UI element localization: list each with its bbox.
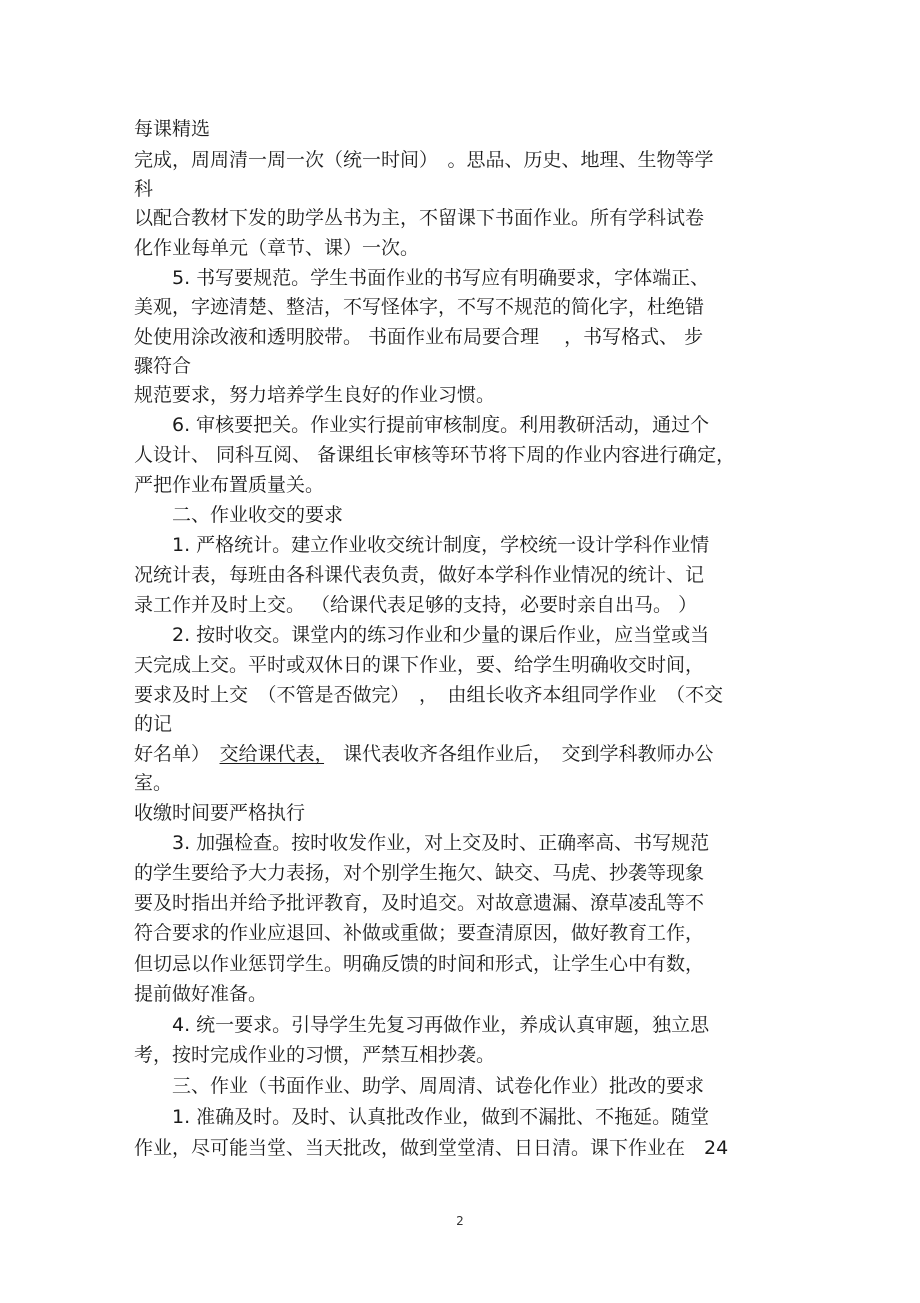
text-line: 4. 统一要求。引导学生先复习再做作业，养成认真审题，独立思 (134, 1014, 710, 1036)
text-line: 要求及时上交 （不管是否做完） ， 由组长收齐本组同学作业 （不交 (134, 684, 724, 706)
text-line: 要及时指出并给予批评教育，及时追交。对故意遗漏、潦草凌乱等不 (134, 892, 705, 914)
text-line: 但切忌以作业惩罚学生。明确反馈的时间和形式，让学生心中有数， (134, 953, 705, 975)
text-line: 科 (134, 178, 154, 200)
text-line-roster (134, 741, 714, 767)
text-line: 处使用涂改液和透明胶带。 书面作业布局要合理 ，书写格式、 步 (134, 326, 704, 348)
section-heading: 三、作业（书面作业、助学、周周清、试卷化作业）批改的要求 (134, 1075, 705, 1097)
text-line: 作业，尽可能当堂、当天批改，做到堂堂清、日日清。课下作业在 24 (134, 1137, 729, 1159)
text-line: 以配合教材下发的助学丛书为主，不留课下书面作业。所有学科试卷 (134, 207, 705, 229)
text-line: 人设计、 同科互阅、 备课组长审核等环节将下周的作业内容进行确定， (134, 444, 736, 466)
text-line: 收缴时间要严格执行 (134, 802, 306, 824)
text-line: 的记 (134, 713, 173, 735)
text-line: 况统计表，每班由各科课代表负责，做好本学科作业情况的统计、记 (134, 564, 705, 586)
underlined-text: 交给课代表， (219, 743, 325, 765)
text-line: 1. 严格统计。建立作业收交统计制度，学校统一设计学科作业情 (134, 534, 710, 556)
text-line: 2. 按时收交。课堂内的练习作业和少量的课后作业，应当堂或当 (134, 624, 710, 646)
text-line: 1. 准确及时。及时、认真批改作业，做到不漏批、不拖延。随堂 (134, 1106, 710, 1128)
text-line: 骤符合 (134, 355, 192, 377)
text-line: 完成，周周清一周一次（统一时间） 。思品、历史、地理、生物等学 (134, 149, 714, 171)
text-line: 天完成上交。平时或双休日的课下作业，要、给学生明确收交时间， (134, 654, 705, 676)
text-line: 符合要求的作业应退回、补做或重做；要查清原因，做好教育工作， (134, 922, 705, 944)
section-heading: 二、作业收交的要求 (134, 504, 344, 526)
text-line: 室。 (134, 772, 173, 794)
text-line: 化作业每单元（章节、课）一次。 (134, 237, 420, 259)
text-line: 每课精选 (134, 118, 211, 140)
text-line: 录工作并及时上交。 （给课代表足够的支持，必要时亲自出马。 ） (134, 594, 698, 616)
text-line: 提前做好准备。 (134, 983, 268, 1005)
page-number: 2 (456, 1214, 464, 1228)
roster-text-rest: 课代表收齐各组作业后， 交到学科教师办公 (324, 743, 714, 765)
text-line: 6. 审核要把关。作业实行提前审核制度。利用教研活动，通过个 (134, 414, 710, 436)
text-line: 3. 加强检查。按时收发作业，对上交及时、正确率高、书写规范 (134, 832, 710, 854)
text-line: 的学生要给予大力表扬，对个别学生拖欠、缺交、马虎、抄袭等现象 (134, 862, 705, 884)
text-line: 美观，字迹清楚、整洁，不写怪体字，不写不规范的简化字，杜绝错 (134, 296, 705, 318)
text-line: 5. 书写要规范。学生书面作业的书写应有明确要求，字体端正、 (134, 267, 710, 289)
text-line: 考，按时完成作业的习惯，严禁互相抄袭。 (134, 1044, 496, 1066)
text-line: 严把作业布置质量关。 (134, 474, 325, 496)
roster-text: 好名单） (134, 743, 201, 765)
text-line: 规范要求，努力培养学生良好的作业习惯。 (134, 384, 496, 406)
